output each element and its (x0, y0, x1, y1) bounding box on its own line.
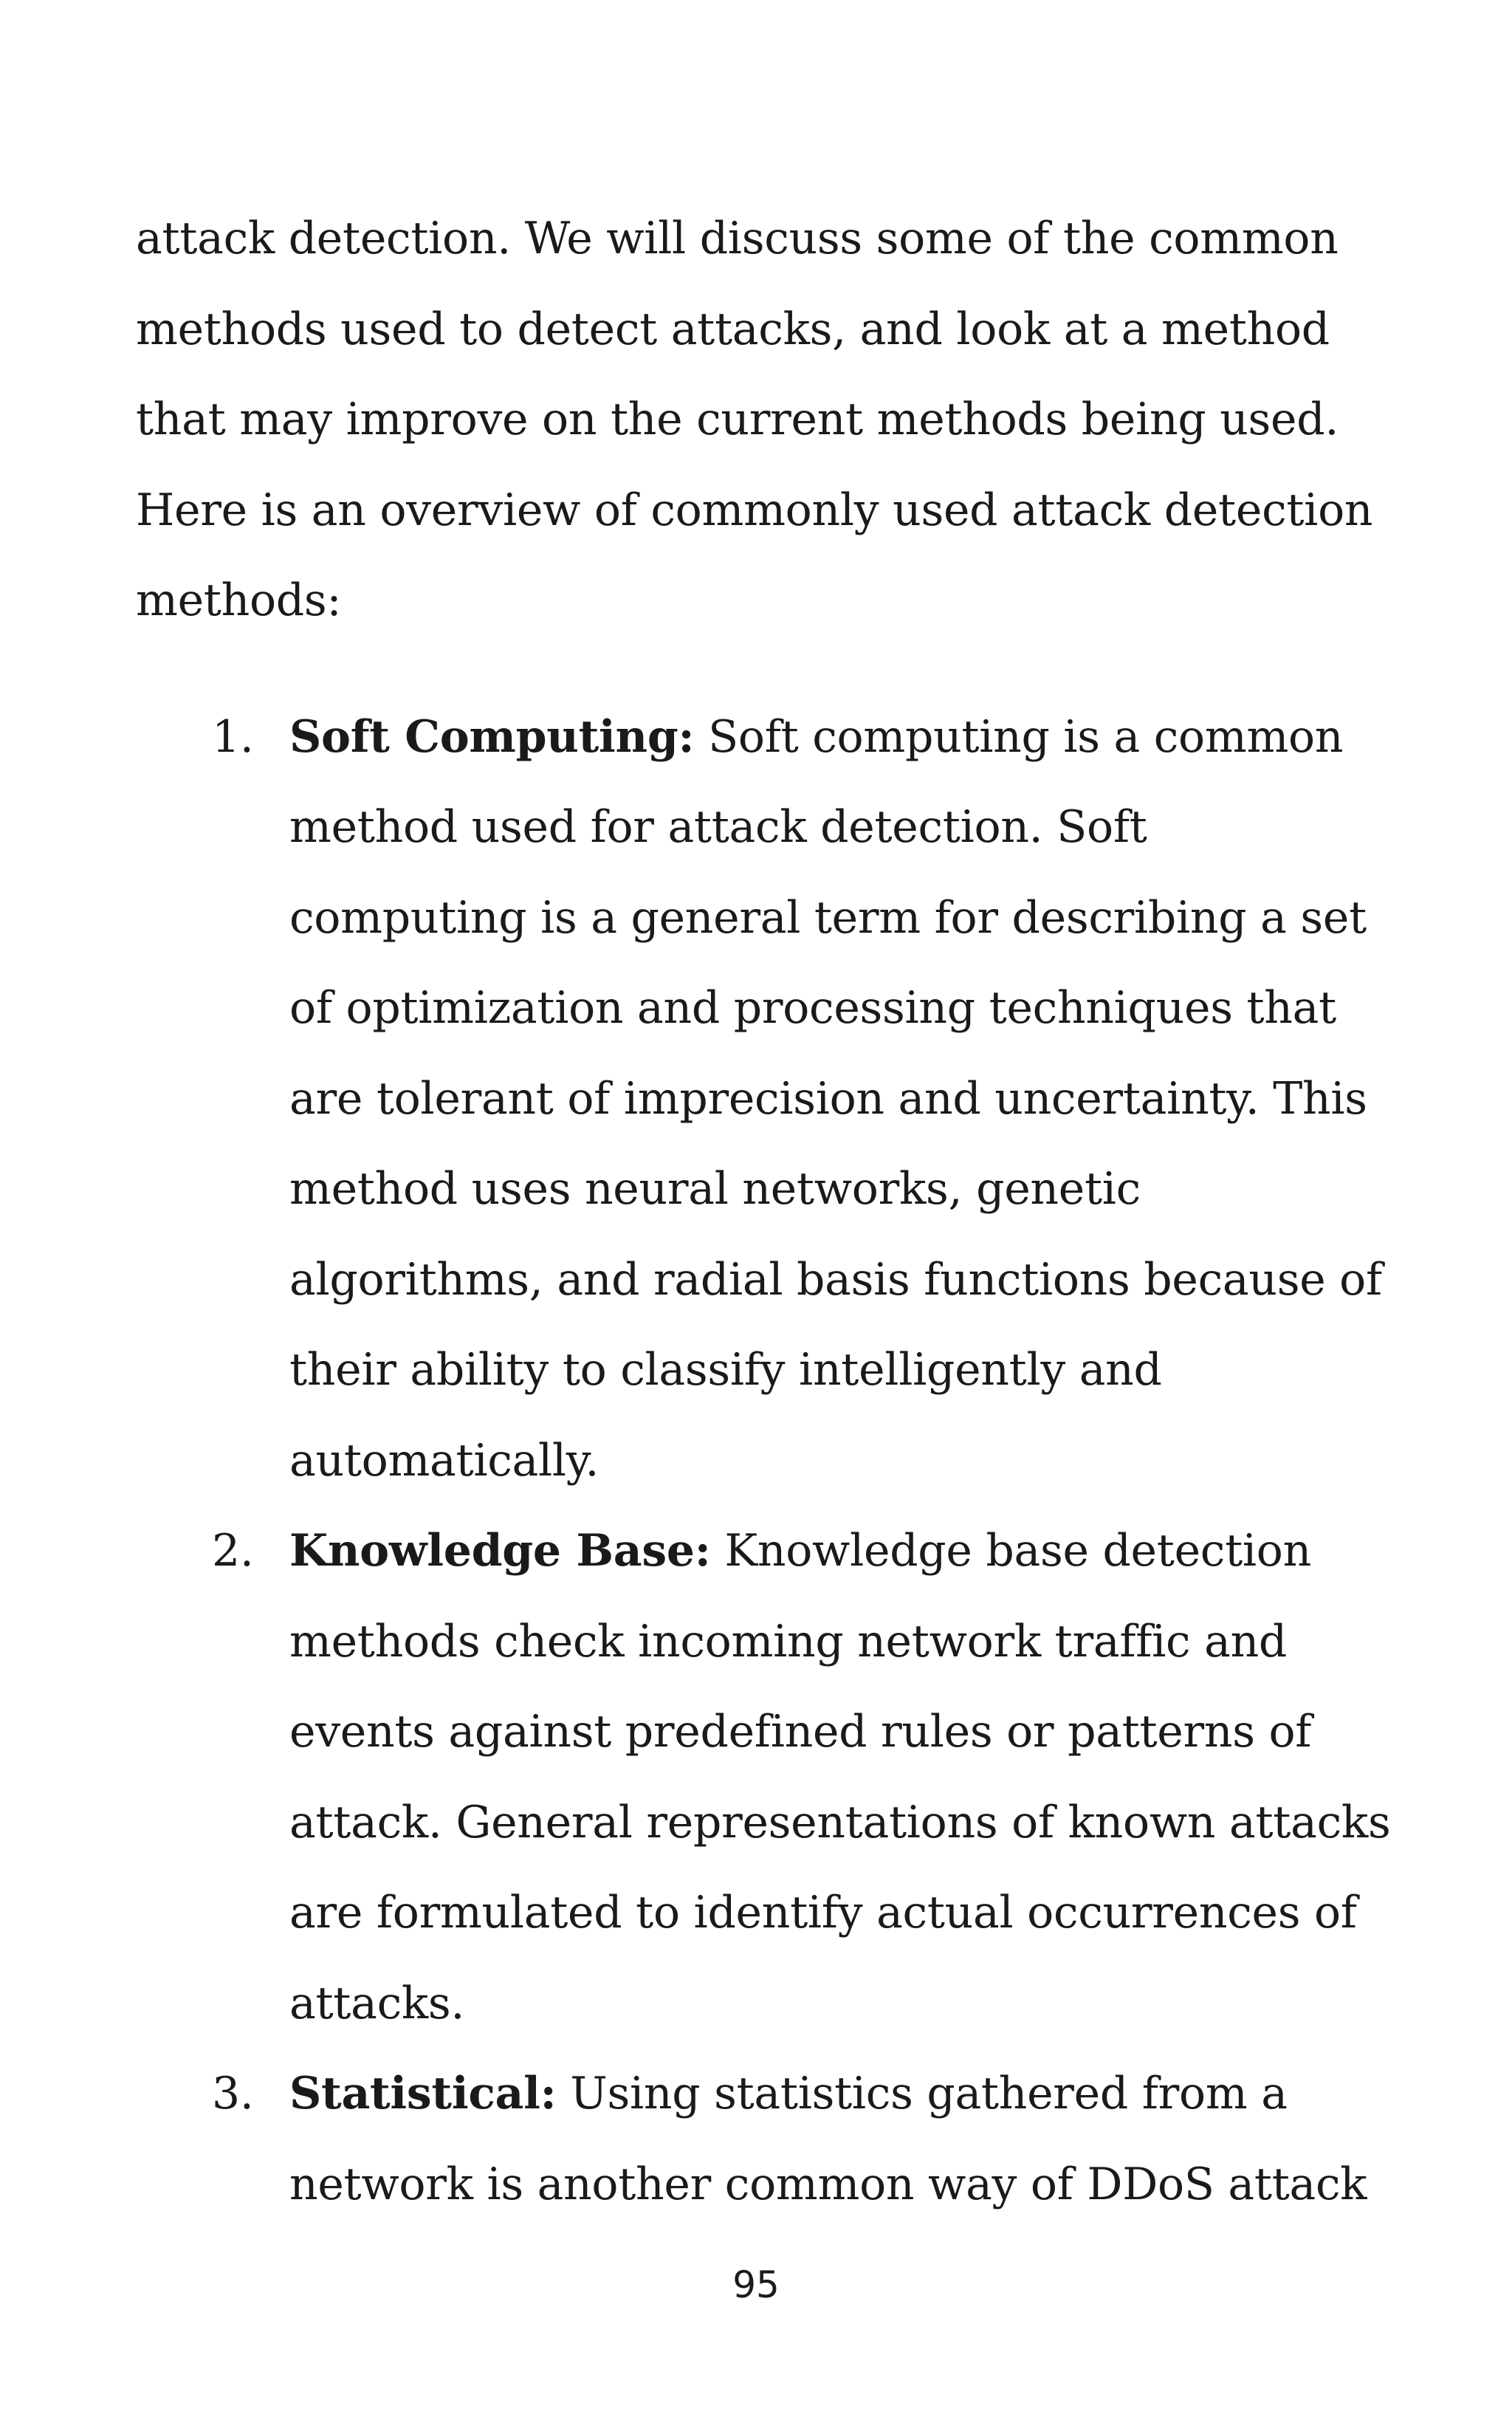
list-item-number: 3. (212, 2068, 254, 2119)
list-item-number: 2. (212, 1525, 254, 1577)
list-item-term: Knowledge Base: (289, 1525, 711, 1577)
detection-methods-list (136, 692, 1391, 2230)
list-item (136, 1506, 1391, 2049)
list-item-text: Using statistics gathered from a network is another common way of DDoS attack (289, 2068, 1367, 2210)
list-item-number: 1. (212, 710, 254, 763)
list-item-term: Statistical: (289, 2068, 557, 2119)
list-item (136, 692, 1391, 1506)
page-body (136, 193, 1391, 2229)
list-item-term: Soft Computing: (289, 710, 695, 763)
intro-paragraph: attack detection. We will discuss some of the common methods used to detect attacks, and look at a method that may improve on the current methods being used. Here is an overview of commonly used attack detection methods: (136, 213, 1373, 626)
list-item (136, 2049, 1391, 2229)
page-number: 95 (732, 2263, 780, 2306)
list-item-text: Soft computing is a common method used for attack detection. Soft computing is a general term for describing a set of optimization and processing techniques that are tolerant of imprecision and uncertainty. This method uses neural networks, genetic algorithms, and radial basis functions because of their ability to classify intelligently and automatically. (289, 710, 1382, 1487)
list-item-text: Knowledge base detection methods check incoming network traffic and events against predefined rules or patterns of attack. General representations of known attacks are formulated to identify actual occurrences of attacks. (289, 1525, 1391, 2029)
